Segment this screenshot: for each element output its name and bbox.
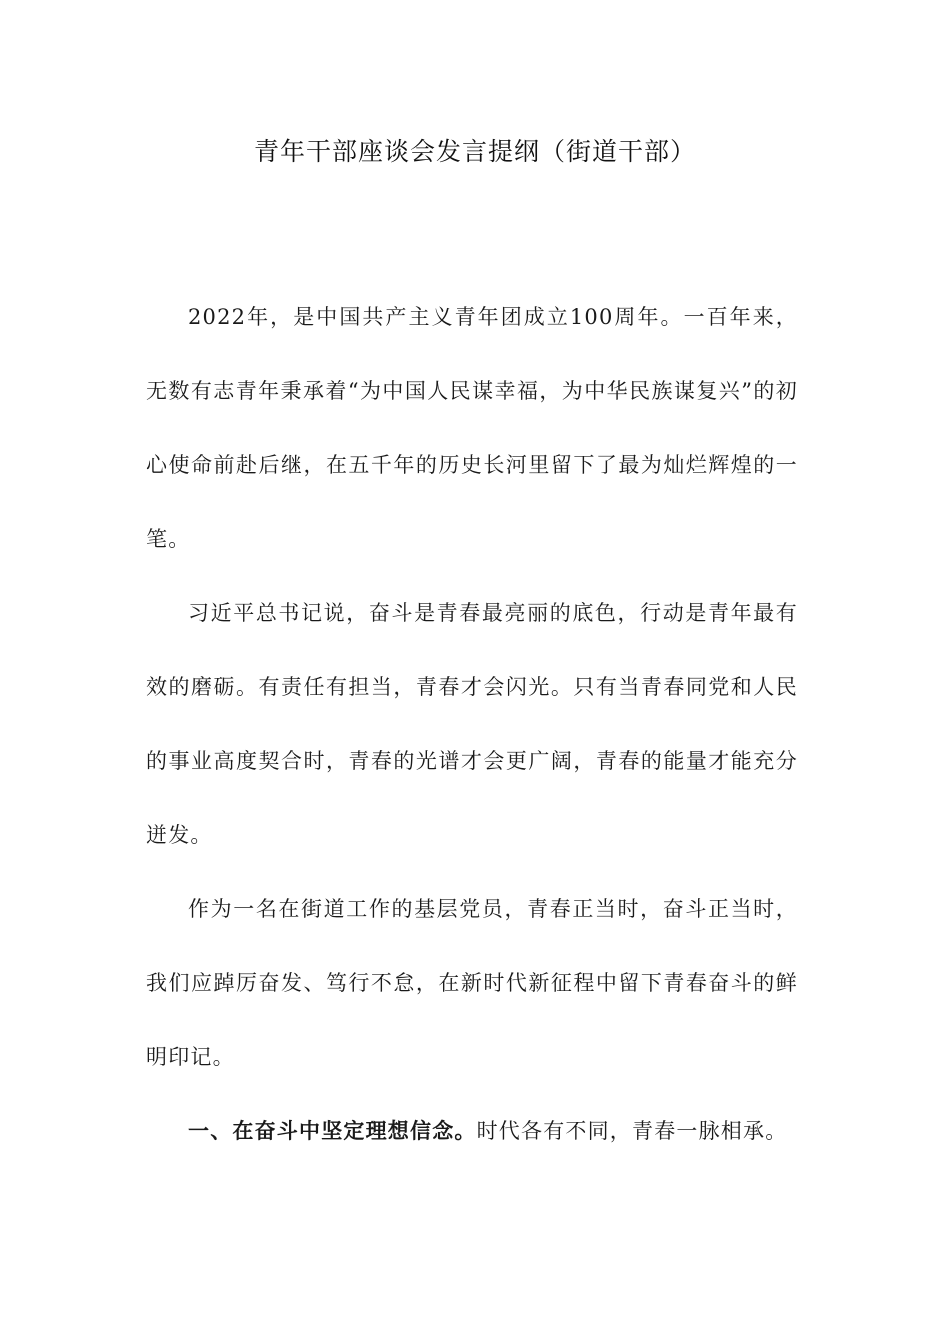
- document-body: [146, 280, 798, 1168]
- paragraph-2: 习近平总书记说，奋斗是青春最亮丽的底色，行动是青年最有效的磨砺。有责任有担当，青春才会闪光。只有当青春同党和人民的事业高度契合时，青春的光谱才会更广阔，青春的能量才能充分迸发。: [146, 601, 798, 847]
- document-title: 青年干部座谈会发言提纲（街道干部）: [253, 137, 696, 166]
- paragraph-3: 作为一名在街道工作的基层党员，青春正当时，奋斗正当时，我们应踔厉奋发、笃行不怠，在新时代新征程中留下青春奋斗的鲜明印记。: [146, 897, 798, 1069]
- section-one-paragraph: [146, 1094, 798, 1168]
- section-one-heading: 一、在奋斗中坚定理想信念。: [188, 1118, 477, 1143]
- section-one-text: 时代各有不同，青春一脉相承。: [476, 1119, 788, 1143]
- paragraph-1: 2022年，是中国共产主义青年团成立100周年。一百年来，无数有志青年秉承着“为中国人民谋幸福，为中华民族谋复兴”的初心使命前赴后继，在五千年的历史长河里留下了最为灿烂辉煌的一笔。: [146, 305, 798, 551]
